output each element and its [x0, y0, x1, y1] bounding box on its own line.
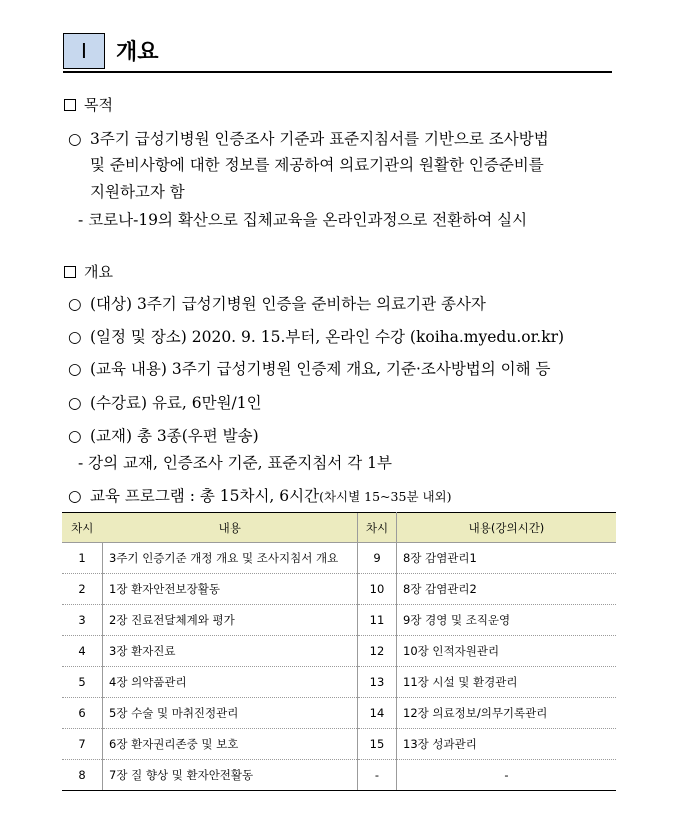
- table-row: 8 7장 질 향상 및 환자안전활동 - -: [62, 760, 616, 791]
- textbook-note: - 강의 교재, 인증조사 기준, 표준지침서 각 1부: [78, 454, 392, 472]
- purpose-title: 목적: [84, 96, 113, 114]
- circle-bullet-icon: ○: [68, 427, 82, 445]
- header-content: 내용: [103, 513, 358, 543]
- circle-bullet-icon: ○: [68, 130, 82, 148]
- circle-bullet-icon: ○: [68, 360, 82, 378]
- purpose-line-2: 및 준비사항에 대한 정보를 제공하여 의료기관의 원활한 인증준비를: [90, 156, 544, 174]
- circle-bullet-icon: ○: [68, 394, 82, 412]
- header-content-2: 내용(강의시간): [397, 513, 617, 543]
- header-session: 차시: [62, 513, 103, 543]
- overview-item-program: ○ 교육 프로그램 : 총 15차시, 6시간(차시별 15~35분 내외): [68, 487, 452, 505]
- purpose-heading: [64, 94, 113, 115]
- schedule-table: [62, 512, 616, 791]
- table-row: 6 5장 수술 및 마취진정관리 14 12장 의료정보/의무기록관리: [62, 698, 616, 729]
- section-header: [63, 33, 612, 73]
- header-session-2: 차시: [358, 513, 397, 543]
- table-row: 7 6장 환자권리존중 및 보호 15 13장 성과관리: [62, 729, 616, 760]
- overview-item-target: ○ (대상) 3주기 급성기병원 인증을 준비하는 의료기관 종사자: [68, 295, 486, 313]
- table-row: 4 3장 환자진료 12 10장 인적자원관리: [62, 636, 616, 667]
- purpose-note: - 코로나-19의 확산으로 집체교육을 온라인과정으로 전환하여 실시: [78, 211, 528, 229]
- section-number: Ⅰ: [63, 33, 105, 69]
- square-bullet-icon: [64, 266, 76, 278]
- overview-item-fee: ○ (수강료) 유료, 6만원/1인: [68, 394, 262, 412]
- purpose-line-1: ○ 3주기 급성기병원 인증조사 기준과 표준지침서를 기반으로 조사방법: [68, 130, 549, 148]
- overview-item-schedule: ○ (일정 및 장소) 2020. 9. 15.부터, 온라인 수강 (koiha.myedu.or.kr): [68, 328, 565, 346]
- table-row: 2 1장 환자안전보장활동 10 8장 감염관리2: [62, 574, 616, 605]
- overview-item-textbook: ○ (교재) 총 3종(우편 발송): [68, 427, 259, 445]
- circle-bullet-icon: ○: [68, 295, 82, 313]
- circle-bullet-icon: ○: [68, 487, 82, 505]
- purpose-line-3: 지원하고자 함: [90, 183, 185, 201]
- table-row: 1 3주기 인증기준 개정 개요 및 조사지침서 개요 9 8장 감염관리1: [62, 543, 616, 574]
- section-title: 개요: [116, 40, 159, 65]
- overview-item-content: ○ (교육 내용) 3주기 급성기병원 인증제 개요, 기준·조사방법의 이해 등: [68, 360, 551, 378]
- square-bullet-icon: [64, 99, 76, 111]
- table-row: 5 4장 의약품관리 13 11장 시설 및 환경관리: [62, 667, 616, 698]
- overview-title: 개요: [84, 263, 113, 281]
- table-header-row: [62, 513, 616, 543]
- circle-bullet-icon: ○: [68, 328, 82, 346]
- table-row: 3 2장 진료전달체계와 평가 11 9장 경영 및 조직운영: [62, 605, 616, 636]
- overview-heading: [64, 261, 113, 282]
